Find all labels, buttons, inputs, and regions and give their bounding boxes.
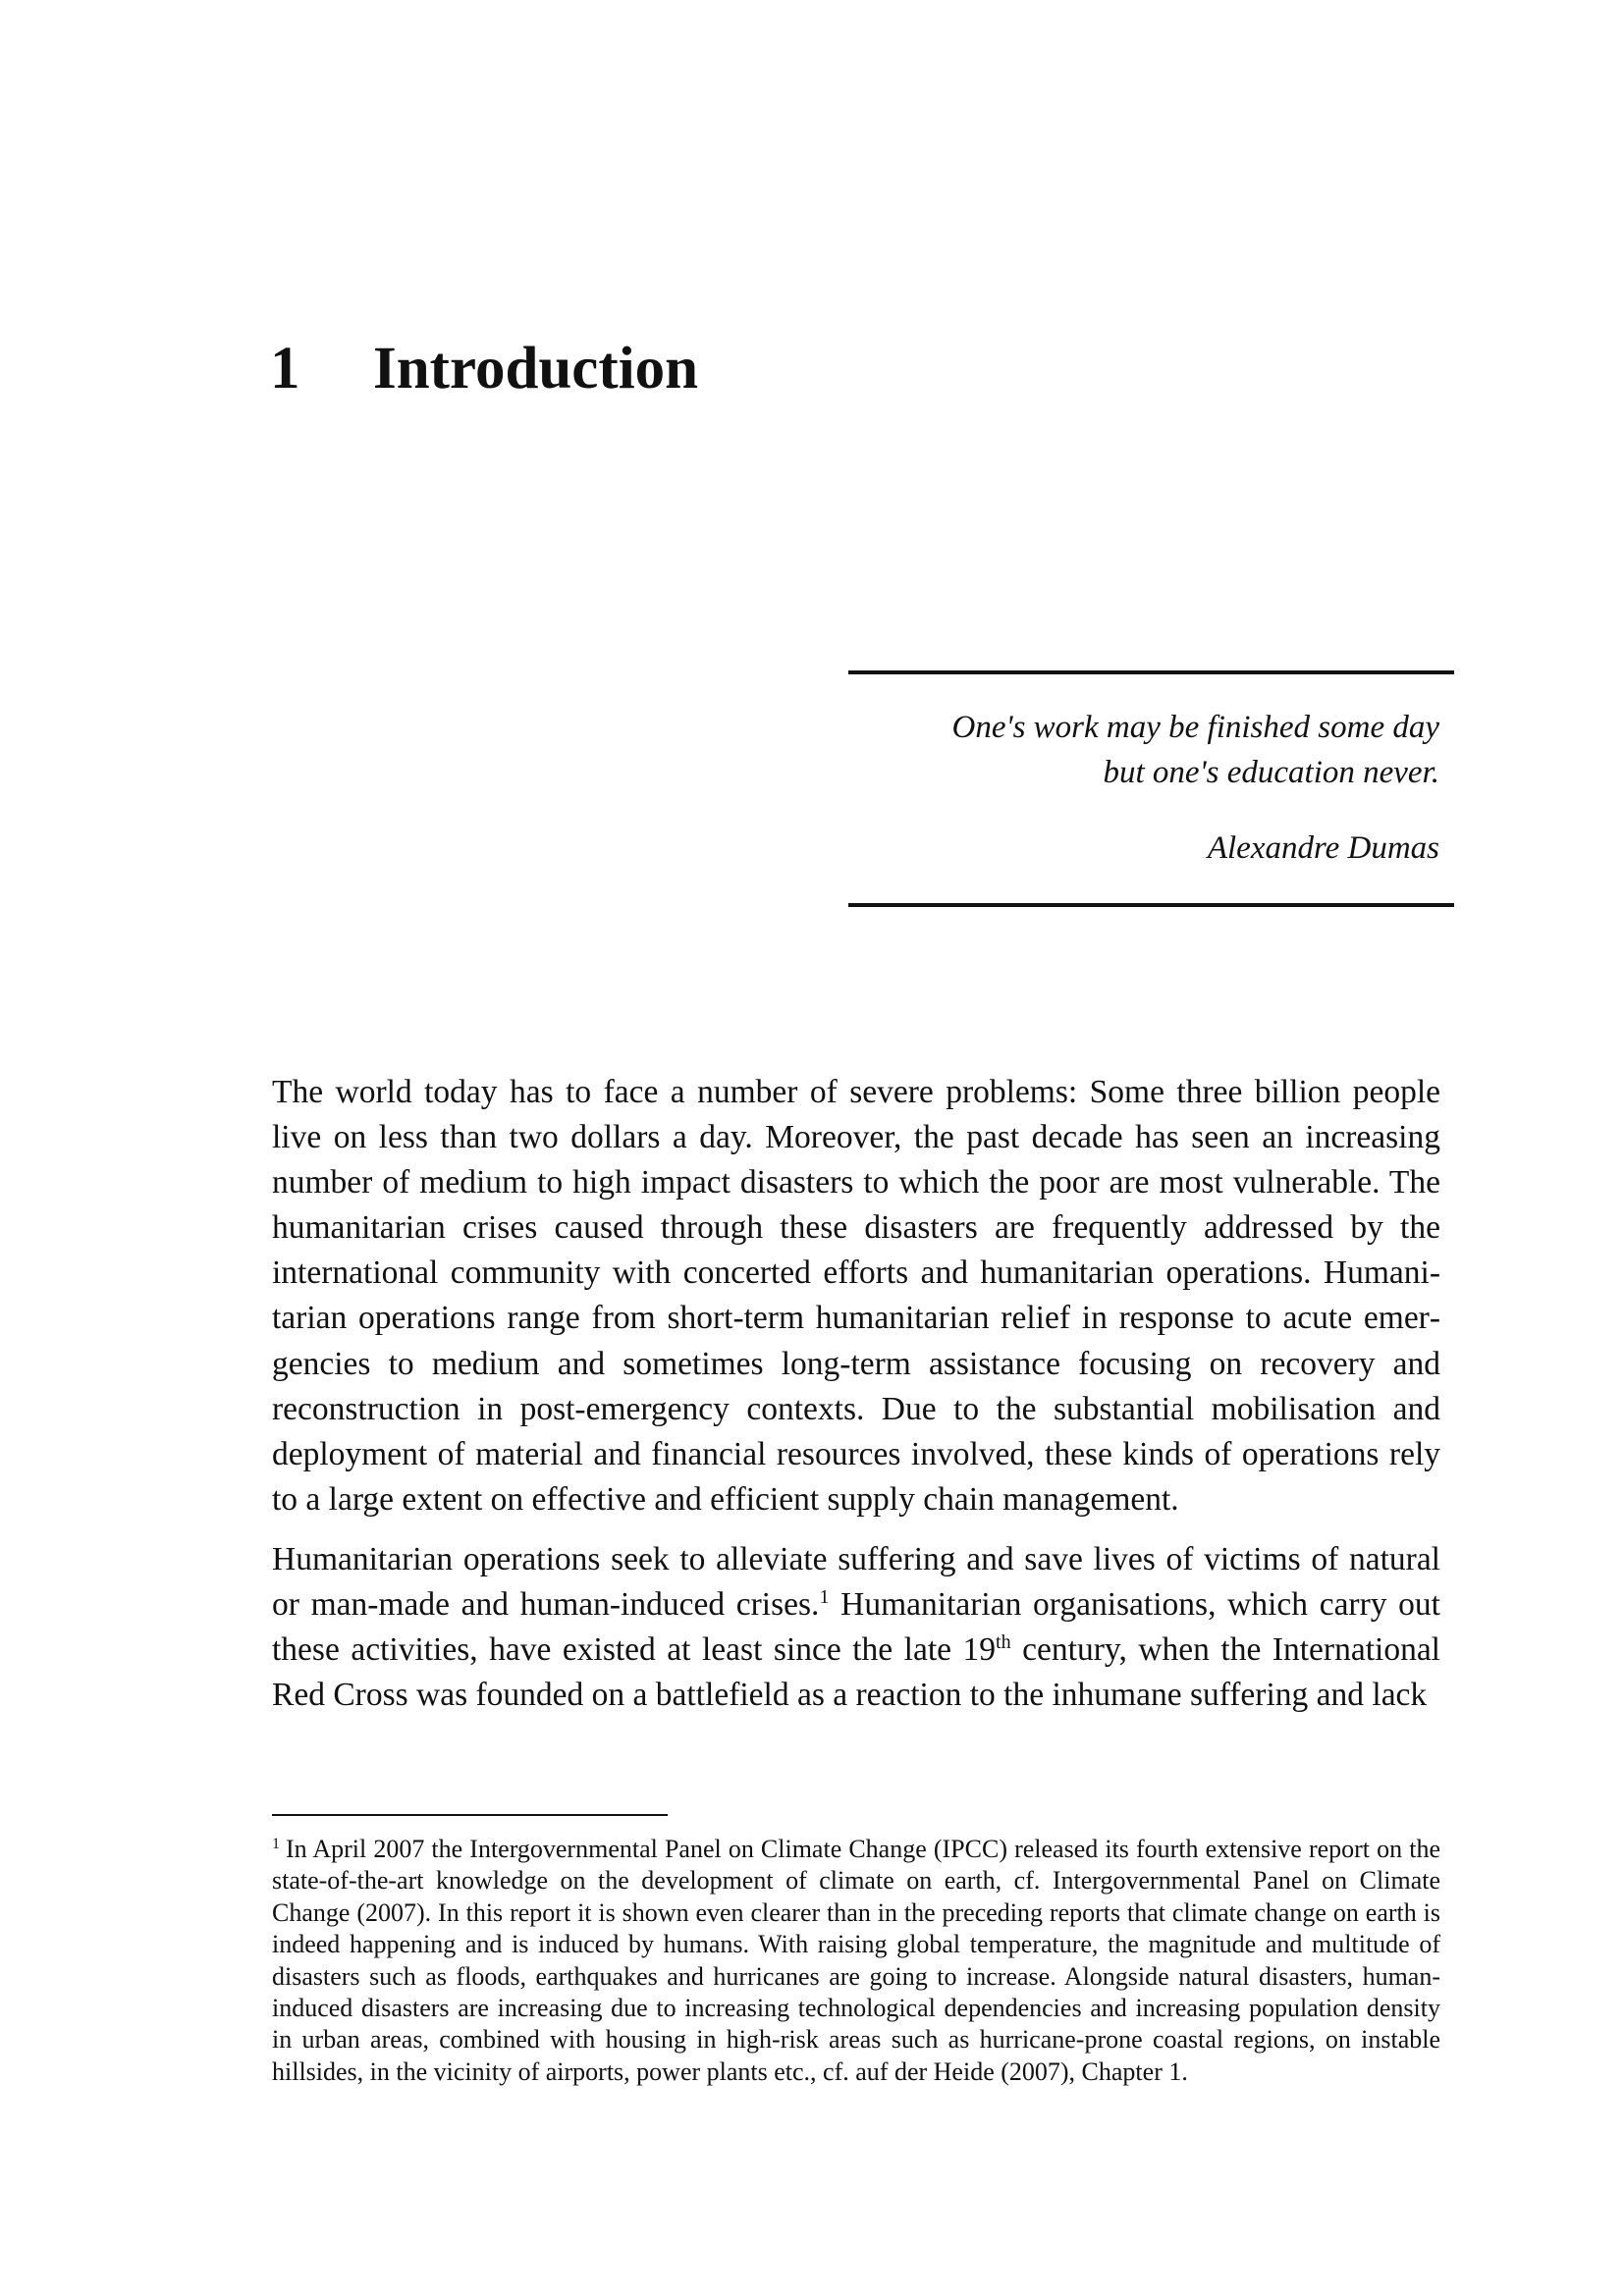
epigraph-author: Alexandre Dumas [1207,830,1439,866]
epigraph-quote [848,705,1454,795]
footnotes [272,1834,1440,2088]
chapter-number: 1 [270,336,300,401]
epigraph-quote-line: but one's education never. [1103,755,1439,790]
epigraph-quote-line: One's work may be finished some day [951,710,1439,745]
footnote-mark: 1 [272,1836,280,1852]
chapter-heading [270,336,699,401]
epigraph [848,670,1454,907]
paragraph-2-text-c: century, when the International Red Cross was founded on a battlefield as a reaction to the inhumane suffering and lack [272,1631,1440,1714]
body-paragraph-2 [272,1537,1440,1718]
ordinal-suffix: th [996,1630,1011,1653]
paragraph-2-text-a: Humanitarian operations seek to alleviate suffering and save lives of victims of natural or man-made and human-induced crises. [272,1540,1440,1624]
footnote-1 [272,1834,1440,2088]
epigraph-top-rule [848,670,1454,674]
body-paragraph-1: The world today has to face a number of severe problems: Some three billion people live on less than two dollars a day. Moreover, the past decade has seen an increasing number of medium to high impact disasters to which the poor are most vulnerable. The humanitarian crises caused through these disasters are frequently addressed by the international community with concerted efforts and humanitarian operations. Humanitarian operations range from short-term humanitarian relief in response to acute emergencies to medium and sometimes long-term assistance focusing on recovery and reconstruction in post-emergency contexts. Due to the substantial mobilisation and deployment of material and financial resources involved, these kinds of operations rely to a large extent on effective and efficient supply chain management. [272,1074,1440,1518]
paragraph-2-text-b: Humanitarian organisations, which carry out these activities, have existed at least since the late 19 [272,1586,1440,1669]
footnote-text: In April 2007 the Intergovernmental Panel on Climate Change (IPCC) released its fourth extensive report on the state-of-the-art knowledge on the development of climate on earth, cf. Intergovernmental Panel on Climate Change (2007). In this report it is shown even clearer than in the preceding reports that climate change on earth is indeed happening and is induced by humans. With raising global temperature, the magnitude and multitude of disasters such as floods, earthquakes and hurricanes are going to increase. Alongside natural disasters, human-induced disasters are increasing due to increasing technological dependencies and increasing population density in urban areas, combined with housing in high-risk areas such as hurricane-prone coastal regions, on instable hillsides, in the vicinity of airports, power plants etc., cf. auf der Heide (2007), Chapter 1. [272,1835,1440,2086]
footnote-separator [272,1814,668,1816]
footnote-ref-1[interactable]: 1 [819,1585,830,1608]
epigraph-bottom-rule [848,903,1454,907]
body-text [272,1070,1440,1718]
chapter-title: Introduction [373,336,699,401]
